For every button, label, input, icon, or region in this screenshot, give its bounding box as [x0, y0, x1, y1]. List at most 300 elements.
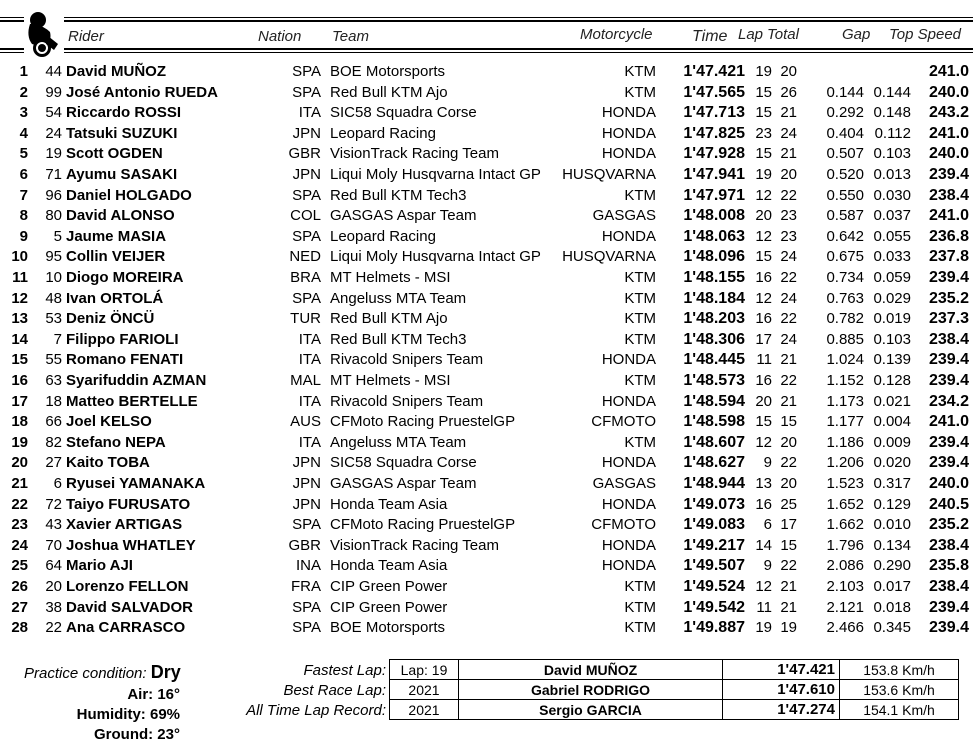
position: 9 — [19, 227, 28, 245]
total-laps: 24 — [780, 289, 797, 307]
top-speed: 238.4 — [928, 578, 969, 595]
gap-to-previous: 0.020 — [873, 454, 911, 472]
gap-to-previous: 0.018 — [873, 598, 911, 616]
top-speed: 236.8 — [928, 227, 969, 245]
total-laps: 19 — [780, 619, 797, 637]
team: Honda Team Asia — [330, 557, 448, 575]
rider-name: Collin VEIJER — [66, 248, 166, 266]
top-speed: 239.4 — [928, 372, 969, 389]
gap-to-previous: 0.009 — [873, 433, 911, 451]
motorcycle: KTM — [624, 269, 656, 286]
gap-to-first: 1.152 — [826, 372, 864, 389]
rider-number: 6 — [53, 475, 62, 492]
position: 21 — [11, 475, 28, 492]
gap-to-first: 0.404 — [826, 124, 864, 142]
team: Rivacold Snipers Team — [330, 392, 484, 410]
best-lap: 15 — [755, 145, 772, 163]
rider-number: 19 — [45, 145, 62, 163]
nation: JPN — [292, 495, 321, 513]
column-header-total: Total — [767, 26, 799, 43]
position: 26 — [11, 578, 28, 595]
lap-time: 1'49.073 — [683, 495, 745, 513]
rider-number: 54 — [45, 104, 62, 122]
team: Liqui Moly Husqvarna Intact GP — [330, 248, 541, 266]
gap-to-previous: 0.144 — [873, 83, 911, 101]
position: 20 — [11, 454, 28, 472]
top-speed: 238.4 — [928, 186, 969, 204]
gap-to-first: 0.550 — [826, 186, 864, 204]
column-header-lap: Lap — [738, 26, 764, 43]
rider-number: 70 — [45, 536, 62, 554]
team: VisionTrack Racing Team — [330, 145, 499, 163]
header-rule-bottom-1 — [0, 48, 24, 50]
top-speed: 240.0 — [928, 83, 969, 101]
top-speed: 239.4 — [928, 598, 969, 616]
lap-time: 1'49.083 — [683, 516, 745, 534]
position: 10 — [11, 248, 28, 266]
motorcycle: HUSQVARNA — [562, 248, 656, 266]
table-row — [0, 475, 973, 496]
total-laps: 22 — [780, 454, 797, 472]
best-lap: 19 — [755, 63, 772, 80]
motorcycle: HONDA — [601, 104, 656, 122]
position: 11 — [12, 269, 28, 286]
top-speed: 237.3 — [928, 310, 969, 328]
rider-name: Joshua WHATLEY — [66, 536, 196, 554]
rider-name: Xavier ARTIGAS — [66, 516, 183, 534]
position: 12 — [11, 289, 28, 307]
rider-name: Stefano NEPA — [66, 433, 166, 451]
team: GASGAS Aspar Team — [330, 475, 477, 492]
best-lap: 6 — [763, 516, 772, 534]
lap-time: 1'47.565 — [683, 83, 745, 101]
table-row — [0, 290, 973, 311]
record-reference: Lap: 19 — [390, 660, 459, 680]
total-laps: 20 — [780, 166, 797, 183]
gap-to-first: 1.523 — [826, 475, 864, 492]
nation: SPA — [292, 83, 321, 101]
gap-to-first: 0.144 — [826, 83, 864, 101]
practice-condition-value: Dry — [150, 662, 181, 682]
gap-to-first: 1.186 — [826, 433, 864, 451]
table-row — [0, 516, 973, 537]
position: 16 — [11, 372, 28, 389]
best-lap: 15 — [755, 413, 772, 431]
rider-name: Joel KELSO — [66, 413, 152, 431]
table-row — [0, 228, 973, 249]
motorcycle: KTM — [624, 63, 656, 80]
motorcycle: KTM — [624, 433, 656, 451]
top-speed: 235.2 — [928, 516, 969, 534]
rider-name: Riccardo ROSSI — [66, 104, 182, 122]
team: Angeluss MTA Team — [330, 433, 467, 451]
gap-to-previous: 0.013 — [873, 166, 911, 183]
table-row — [0, 84, 973, 105]
lap-time: 1'49.524 — [683, 578, 745, 595]
nation: ITA — [298, 351, 321, 369]
record-time: 1'47.421 — [723, 660, 840, 680]
team: SIC58 Squadra Corse — [330, 104, 477, 122]
table-row — [0, 310, 973, 331]
total-laps: 20 — [780, 433, 797, 451]
total-laps: 21 — [780, 351, 797, 369]
column-header-gap: Gap — [842, 26, 871, 43]
top-speed: 241.0 — [928, 63, 969, 80]
rider-name: Matteo BERTELLE — [66, 392, 198, 410]
rider-name: José Antonio RUEDA — [66, 83, 218, 101]
records-table — [389, 659, 959, 720]
top-speed: 235.2 — [928, 289, 969, 307]
total-laps: 23 — [780, 227, 797, 245]
rider-name: David SALVADOR — [66, 598, 193, 616]
nation: GBR — [288, 145, 321, 163]
motorcycle: KTM — [624, 310, 656, 328]
motorcycle: GASGAS — [592, 207, 656, 225]
position: 13 — [11, 310, 28, 328]
gap-to-first: 0.642 — [826, 227, 864, 245]
gap-to-first: 0.763 — [826, 289, 864, 307]
rider-number: 43 — [45, 516, 62, 534]
position: 18 — [11, 413, 28, 431]
gap-to-previous: 0.128 — [873, 372, 911, 389]
gap-to-previous: 0.345 — [873, 619, 911, 637]
top-speed: 234.2 — [928, 392, 969, 410]
best-lap: 20 — [755, 392, 772, 410]
rider-number: 96 — [45, 186, 62, 204]
gap-to-previous: 0.129 — [873, 495, 911, 513]
lap-time: 1'48.184 — [683, 289, 745, 307]
gap-to-first: 0.507 — [826, 145, 864, 163]
gap-to-first: 0.675 — [826, 248, 864, 266]
practice-condition — [24, 662, 181, 683]
team: Leopard Racing — [330, 227, 436, 245]
gap-to-previous: 0.103 — [873, 330, 911, 348]
best-lap: 12 — [755, 578, 772, 595]
total-laps: 21 — [780, 104, 797, 122]
lap-time: 1'49.542 — [683, 598, 745, 616]
position: 24 — [11, 536, 28, 554]
team: CIP Green Power — [330, 598, 448, 616]
lap-time: 1'47.928 — [683, 145, 745, 163]
nation: GBR — [288, 536, 321, 554]
top-speed: 240.0 — [928, 145, 969, 163]
gap-to-first: 1.652 — [826, 495, 864, 513]
record-row — [390, 660, 959, 680]
top-speed: 240.0 — [928, 475, 969, 492]
header-rule-top-4 — [64, 20, 973, 22]
lap-time: 1'48.306 — [683, 330, 745, 348]
nation: SPA — [292, 516, 321, 534]
rider-number: 80 — [45, 207, 62, 225]
column-header-top-speed: Top Speed — [889, 26, 962, 43]
rider-name: Mario AJI — [66, 557, 133, 575]
top-speed: 243.2 — [928, 104, 969, 122]
rider-name: Ayumu SASAKI — [66, 166, 178, 183]
team: Red Bull KTM Tech3 — [330, 186, 467, 204]
rider-name: Ryusei YAMANAKA — [66, 475, 206, 492]
nation: SPA — [292, 63, 321, 80]
motorcycle: HUSQVARNA — [562, 166, 656, 183]
rider-number: 22 — [45, 619, 62, 637]
top-speed: 239.4 — [928, 433, 969, 451]
gap-to-first: 0.885 — [826, 330, 864, 348]
motorcycle: KTM — [624, 186, 656, 204]
position: 19 — [11, 433, 28, 451]
rider-number: 7 — [53, 330, 62, 348]
rider-number: 66 — [45, 413, 62, 431]
team: MT Helmets - MSI — [330, 372, 451, 389]
top-speed: 238.4 — [928, 536, 969, 554]
top-speed: 241.0 — [928, 207, 969, 225]
lap-time: 1'48.607 — [683, 433, 745, 451]
lap-time: 1'48.155 — [683, 269, 745, 286]
top-speed: 239.4 — [928, 351, 969, 369]
best-lap: 15 — [755, 248, 772, 266]
gap-to-first: 0.587 — [826, 207, 864, 225]
gap-to-first: 0.520 — [826, 166, 864, 183]
motorcycle: HONDA — [601, 454, 656, 472]
total-laps: 17 — [780, 516, 797, 534]
gap-to-first: 2.103 — [826, 578, 864, 595]
best-lap: 15 — [755, 83, 772, 101]
rider-name: Ivan ORTOLÁ — [66, 289, 164, 307]
nation: SPA — [292, 289, 321, 307]
record-label-all-time: All Time Lap Record: — [246, 702, 386, 719]
record-rider: Sergio GARCIA — [459, 700, 723, 720]
rider-number: 72 — [45, 495, 62, 513]
column-header-nation: Nation — [258, 28, 302, 45]
lap-time: 1'47.713 — [683, 104, 745, 122]
rider-name: Romano FENATI — [66, 351, 184, 369]
team: Red Bull KTM Ajo — [330, 310, 448, 328]
nation: INA — [295, 557, 321, 575]
record-label-best-race: Best Race Lap: — [283, 682, 386, 699]
table-row — [0, 413, 973, 434]
nation: JPN — [292, 166, 321, 183]
nation: JPN — [292, 454, 321, 472]
rider-number: 95 — [45, 248, 62, 266]
nation: ITA — [298, 330, 321, 348]
top-speed: 239.4 — [928, 619, 969, 637]
best-lap: 12 — [755, 227, 772, 245]
total-laps: 22 — [780, 372, 797, 389]
best-lap: 11 — [756, 598, 772, 616]
gap-to-first: 1.173 — [826, 392, 864, 410]
rider-name: Taiyo FURUSATO — [66, 495, 191, 513]
gap-to-previous: 0.139 — [873, 351, 911, 369]
total-laps: 15 — [780, 413, 797, 431]
best-lap: 12 — [755, 186, 772, 204]
rider-number: 27 — [45, 454, 62, 472]
rider-number: 82 — [45, 433, 62, 451]
nation: JPN — [292, 475, 321, 492]
best-lap: 16 — [755, 269, 772, 286]
gap-to-first: 2.121 — [826, 598, 864, 616]
motorcycle: HONDA — [601, 145, 656, 163]
nation: BRA — [290, 269, 321, 286]
gap-to-first: 1.796 — [826, 536, 864, 554]
table-row — [0, 537, 973, 558]
record-reference: 2021 — [390, 680, 459, 700]
gap-to-previous: 0.017 — [873, 578, 911, 595]
lap-time: 1'47.971 — [683, 186, 745, 204]
team: BOE Motorsports — [330, 619, 446, 637]
top-speed: 239.4 — [928, 166, 969, 183]
record-label-fastest: Fastest Lap: — [303, 662, 386, 679]
position: 3 — [19, 104, 28, 122]
table-row — [0, 125, 973, 146]
motorcycle: HONDA — [601, 351, 656, 369]
team: SIC58 Squadra Corse — [330, 454, 477, 472]
table-row — [0, 393, 973, 414]
record-speed: 153.6 Km/h — [840, 680, 959, 700]
position: 15 — [11, 351, 28, 369]
gap-to-first: 1.206 — [826, 454, 864, 472]
motorcycle: KTM — [624, 372, 656, 389]
gap-to-previous: 0.317 — [873, 475, 911, 492]
rider-name: Syarifuddin AZMAN — [66, 372, 207, 389]
top-speed: 241.0 — [928, 413, 969, 431]
nation: ITA — [298, 392, 321, 410]
gap-to-first: 0.292 — [826, 104, 864, 122]
total-laps: 15 — [780, 536, 797, 554]
best-lap: 20 — [755, 207, 772, 225]
lap-time: 1'47.825 — [683, 124, 745, 142]
rider-number: 24 — [45, 124, 62, 142]
lap-time: 1'48.944 — [683, 475, 745, 492]
team: Angeluss MTA Team — [330, 289, 467, 307]
gap-to-first: 1.024 — [826, 351, 864, 369]
nation: COL — [290, 207, 321, 225]
top-speed: 239.4 — [928, 269, 969, 286]
record-row — [390, 680, 959, 700]
gap-to-previous: 0.055 — [873, 227, 911, 245]
lap-time: 1'48.445 — [683, 351, 745, 369]
motorcycle: KTM — [624, 619, 656, 637]
header-rule-bottom-4 — [64, 52, 973, 53]
position: 27 — [11, 598, 28, 616]
rider-number: 48 — [45, 289, 62, 307]
record-rider: David MUÑOZ — [459, 660, 723, 680]
header-rule-top-1 — [0, 17, 24, 18]
best-lap: 12 — [755, 289, 772, 307]
motorcycle: GASGAS — [592, 475, 656, 492]
motorcycle: KTM — [624, 598, 656, 616]
rider-name: Kaito TOBA — [66, 454, 150, 472]
total-laps: 23 — [780, 207, 797, 225]
nation: FRA — [291, 578, 321, 595]
best-lap: 17 — [755, 330, 772, 348]
humidity: Humidity: 69% — [76, 706, 180, 723]
rider-name: Lorenzo FELLON — [66, 578, 189, 595]
header-rule-top-2 — [0, 20, 24, 22]
gap-to-first: 0.782 — [826, 310, 864, 328]
position: 28 — [11, 619, 28, 637]
top-speed: 235.8 — [928, 557, 969, 575]
gap-to-first: 0.734 — [826, 269, 864, 286]
nation: JPN — [292, 124, 321, 142]
team: Liqui Moly Husqvarna Intact GP — [330, 166, 541, 183]
column-header-motorcycle: Motorcycle — [580, 26, 653, 43]
top-speed: 239.4 — [928, 454, 969, 472]
lap-time: 1'48.627 — [683, 454, 745, 472]
rider-name: Daniel HOLGADO — [66, 186, 192, 204]
rider-number: 71 — [45, 166, 62, 183]
table-row — [0, 145, 973, 166]
motorcycle-rider-icon — [22, 10, 64, 58]
header-rule-bottom-3 — [64, 48, 973, 50]
table-row — [0, 496, 973, 517]
rider-number: 18 — [45, 392, 62, 410]
gap-to-previous: 0.019 — [873, 310, 911, 328]
best-lap: 19 — [755, 166, 772, 183]
gap-to-first: 1.177 — [826, 413, 864, 431]
rider-name: Diogo MOREIRA — [66, 269, 184, 286]
motorcycle: HONDA — [601, 392, 656, 410]
position: 5 — [19, 145, 28, 163]
lap-time: 1'48.594 — [683, 392, 745, 410]
lap-time: 1'48.063 — [683, 227, 745, 245]
top-speed: 238.4 — [928, 330, 969, 348]
column-header-rider: Rider — [68, 28, 104, 45]
position: 1 — [19, 63, 28, 80]
nation: SPA — [292, 227, 321, 245]
total-laps: 22 — [780, 186, 797, 204]
table-row — [0, 351, 973, 372]
nation: MAL — [290, 372, 321, 389]
team: VisionTrack Racing Team — [330, 536, 499, 554]
record-time: 1'47.274 — [723, 700, 840, 720]
lap-time: 1'49.887 — [683, 619, 745, 637]
table-row — [0, 104, 973, 125]
record-time: 1'47.610 — [723, 680, 840, 700]
total-laps: 22 — [780, 310, 797, 328]
best-lap: 19 — [755, 619, 772, 637]
rider-number: 55 — [45, 351, 62, 369]
lap-time: 1'48.096 — [683, 248, 745, 266]
team: CFMoto Racing PruestelGP — [330, 516, 516, 534]
nation: SPA — [292, 598, 321, 616]
best-lap: 15 — [755, 104, 772, 122]
motorcycle: CFMOTO — [591, 516, 656, 534]
table-row — [0, 63, 973, 84]
gap-to-previous: 0.029 — [873, 289, 911, 307]
nation: TUR — [290, 310, 321, 328]
lap-time: 1'47.941 — [683, 166, 745, 183]
gap-to-previous: 0.033 — [873, 248, 911, 266]
table-row — [0, 187, 973, 208]
gap-to-previous: 0.010 — [873, 516, 911, 534]
rider-number: 38 — [45, 598, 62, 616]
nation: NED — [289, 248, 321, 266]
lap-time: 1'49.507 — [683, 557, 745, 575]
gap-to-previous: 0.059 — [873, 269, 911, 286]
total-laps: 26 — [780, 83, 797, 101]
rider-name: Filippo FARIOLI — [66, 330, 179, 348]
air-temperature: Air: 16° — [127, 686, 180, 703]
motorcycle: KTM — [624, 83, 656, 101]
position: 23 — [11, 516, 28, 534]
gap-to-previous: 0.134 — [873, 536, 911, 554]
position: 7 — [19, 186, 28, 204]
position: 25 — [11, 557, 28, 575]
rider-name: Scott OGDEN — [66, 145, 163, 163]
table-row — [0, 599, 973, 620]
team: CIP Green Power — [330, 578, 448, 595]
top-speed: 237.8 — [928, 248, 969, 266]
best-lap: 14 — [755, 536, 772, 554]
gap-to-previous: 0.004 — [873, 413, 911, 431]
